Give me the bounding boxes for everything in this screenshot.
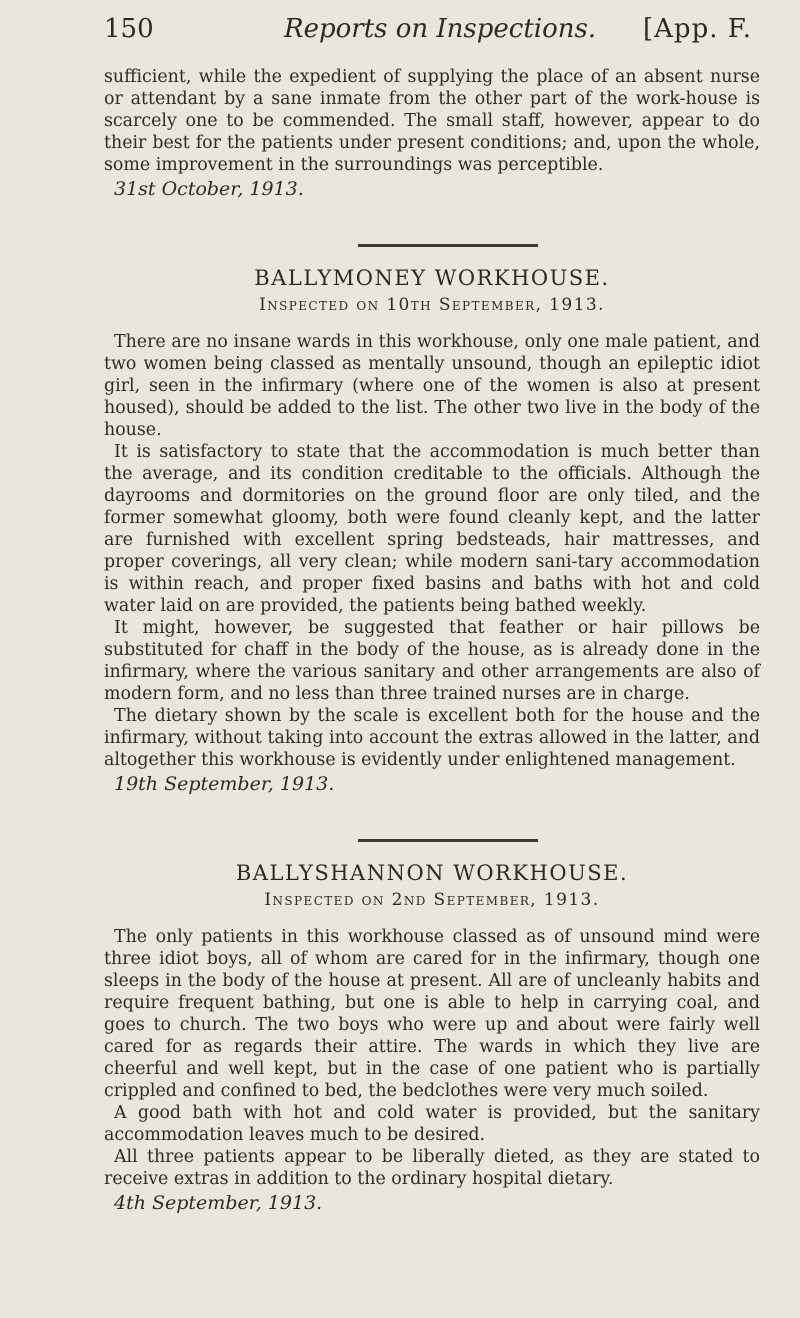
section-divider bbox=[358, 244, 538, 247]
section-date: 19th September, 1913. bbox=[114, 773, 335, 795]
section-paragraph: It might, however, be suggested that feather or hair pillows be substituted for chaff in the body of the house, as is already done in the infirmary, where the various sanitary and other arrangements are also of modern form, and no less than three trained nurses are in charge. bbox=[104, 618, 760, 704]
section-heading: BALLYMONEY WORKHOUSE. bbox=[254, 266, 610, 290]
section-paragraph: It is satisfactory to state that the accommodation is much better than the average, and its condition creditable to the officials. Although the dayrooms and dormitories on the ground floor are only tiled, and the former somewhat gloomy, both were found cleanly kept, and the latter are furnished with excellent spring bedsteads, hair mattresses, and proper coverings, all very clean; while modern sani-tary accommodation is within reach, and proper fixed basins and baths with hot and cold water laid on are provided, the patients being bathed weekly. bbox=[104, 442, 760, 616]
running-header bbox=[104, 14, 760, 50]
intro-date: 31st October, 1913. bbox=[114, 178, 304, 200]
page-number: 150 bbox=[104, 14, 154, 44]
section-paragraph: The only patients in this workhouse classed as of unsound mind were three idiot boys, all of whom are cared for in the infirmary, though one sleeps in the body of the house at present. All are of uncleanly habits and require frequent bathing, but one is able to help in carrying coal, and goes to church. The two boys who were up and about were fairly well cared for as regards their attire. The wards in which they live are cheerful and well kept, but in the case of one patient who is partially crippled and confined to bed, the bedclothes were very much soiled. bbox=[104, 927, 760, 1101]
appendix-label: [App. F. bbox=[643, 14, 752, 44]
section-paragraph: All three patients appear to be liberally dieted, as they are stated to receive extras in addition to the ordinary hospital dietary. bbox=[104, 1147, 760, 1189]
section-heading: BALLYSHANNON WORKHOUSE. bbox=[235, 861, 629, 885]
inspection-date-line: Inspected on 2nd September, 1913. bbox=[264, 890, 600, 910]
page-body bbox=[104, 66, 760, 1216]
section-divider bbox=[358, 839, 538, 842]
inspection-date-line: Inspected on 10th September, 1913. bbox=[259, 295, 605, 315]
running-title: Reports on Inspections. bbox=[284, 14, 597, 44]
intro-paragraph: sufficient, while the expedient of supplying the place of an absent nurse or attendant by a sane inmate from the other part of the work-house is scarcely one to be commended. The small staff, however, appear to do their best for the patients under present conditions; and, upon the whole, some improvement in the surroundings was perceptible. bbox=[104, 67, 760, 175]
section-paragraph: The dietary shown by the scale is excellent both for the house and the infirmary, without taking into account the extras allowed in the latter, and altogether this workhouse is evidently under enlightened management. bbox=[104, 706, 760, 770]
section-paragraph: There are no insane wards in this workhouse, only one male patient, and two women being classed as mentally unsound, though an epileptic idiot girl, seen in the infirmary (where one of the women is also at present housed), should be added to the list. The other two live in the body of the house. bbox=[104, 332, 760, 440]
section-paragraph: A good bath with hot and cold water is provided, but the sanitary accommodation leaves much to be desired. bbox=[104, 1103, 760, 1145]
section-date: 4th September, 1913. bbox=[114, 1192, 323, 1214]
